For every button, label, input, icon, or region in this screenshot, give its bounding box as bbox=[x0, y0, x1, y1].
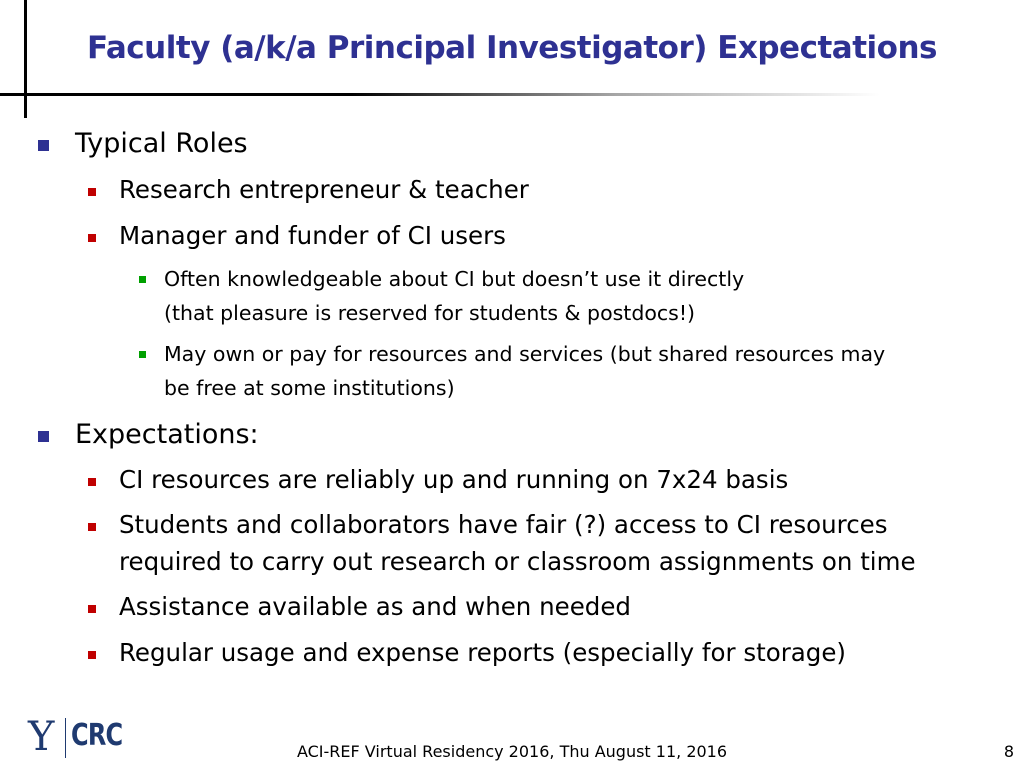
list-item: CI resources are reliably up and running on 7x24 basis bbox=[119, 465, 789, 494]
logo-y-text: Y bbox=[28, 714, 55, 760]
page-number: 8 bbox=[1003, 742, 1014, 761]
bullet-square-icon bbox=[88, 651, 96, 659]
bullet-square-icon bbox=[88, 523, 96, 531]
sub-list-item-line2: (that pleasure is reserved for students & postdocs!) bbox=[164, 301, 696, 325]
bullet-square-icon bbox=[88, 234, 96, 242]
list-item-line1: Students and collaborators have fair (?) access to CI resources bbox=[119, 510, 888, 539]
section-label-expectations: Expectations: bbox=[75, 419, 259, 450]
bullet-square-icon bbox=[88, 478, 96, 486]
list-item-line2: required to carry out research or classroom assignments on time bbox=[119, 547, 916, 576]
list-item: Assistance available as and when needed bbox=[119, 592, 631, 621]
bullet-square-icon bbox=[139, 276, 146, 283]
bullet-square-icon bbox=[88, 188, 96, 196]
sub-list-item-line1: Often knowledgeable about CI but doesn’t use it directly bbox=[164, 267, 745, 291]
slide-title: Faculty (a/k/a Principal Investigator) Expectations bbox=[87, 30, 937, 66]
decorative-horizontal-rule bbox=[0, 93, 880, 96]
bullet-square-icon bbox=[38, 431, 49, 442]
list-item: Manager and funder of CI users bbox=[119, 221, 506, 250]
list-item: Research entrepreneur & teacher bbox=[119, 175, 529, 204]
sub-list-item-line2: be free at some institutions) bbox=[164, 376, 455, 400]
list-item: Regular usage and expense reports (especially for storage) bbox=[119, 638, 846, 667]
bullet-square-icon bbox=[88, 605, 96, 613]
section-label-typical-roles: Typical Roles bbox=[75, 128, 248, 159]
footer-text: ACI-REF Virtual Residency 2016, Thu August 11, 2016 bbox=[296, 742, 728, 761]
bullet-square-icon bbox=[139, 351, 146, 358]
bullet-square-icon bbox=[38, 140, 49, 151]
logo-crc-text: CRC bbox=[71, 718, 123, 753]
sub-list-item-line1: May own or pay for resources and services (but shared resources may bbox=[164, 342, 886, 366]
